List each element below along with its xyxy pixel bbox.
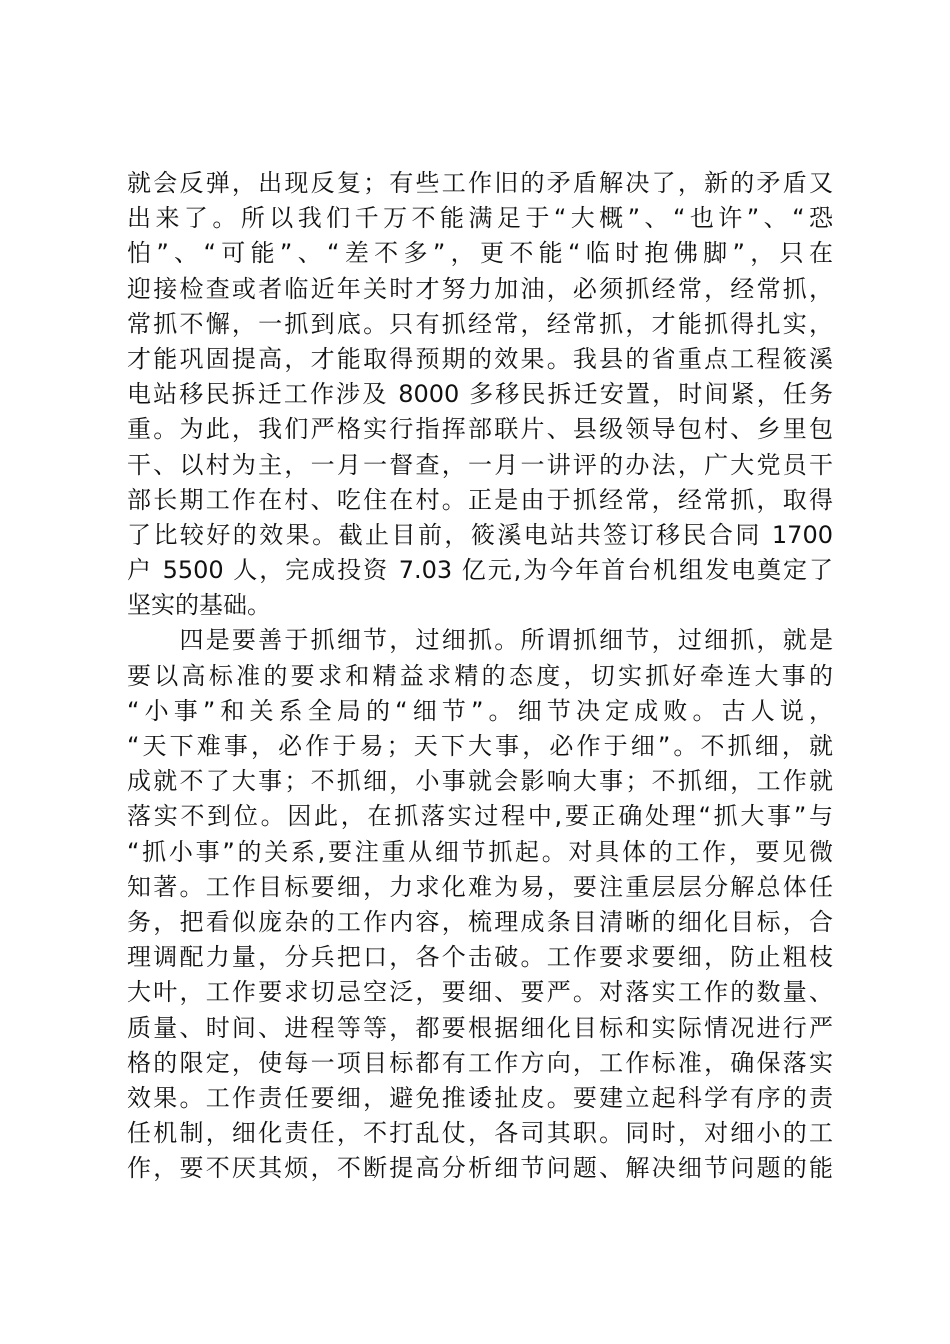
text-line: 怕”、“可能”、“差不多”，更不能“临时抱佛脚”，只在 (127, 239, 833, 268)
body-text (127, 166, 833, 1186)
text-line: 大叶，工作要求切忌空泛，要细、要严。对落实工作的数量、 (127, 978, 833, 1007)
text-line: 重。为此，我们严格实行指挥部联片、县级领导包村、乡里包 (127, 415, 833, 444)
text-line: 迎接检查或者临近年关时才努力加油，必须抓经常，经常抓， (127, 274, 833, 303)
text-line: 质量、时间、进程等等，都要根据细化目标和实际情况进行严 (127, 1013, 833, 1042)
paragraph-start-line: 四是要善于抓细节，过细抓。所谓抓细节，过细抓，就是 (127, 626, 833, 655)
text-line: 效果。工作责任要细，避免推诿扯皮。要建立起科学有序的责 (127, 1083, 833, 1112)
text-line: 干、以村为主，一月一督查，一月一讲评的办法，广大党员干 (127, 450, 833, 479)
text-line: 作，要不厌其烦，不断提高分析细节问题、解决细节问题的能 (127, 1154, 833, 1183)
text-line: 知著。工作目标要细，力求化难为易，要注重层层分解总体任 (127, 872, 833, 901)
text-line: 了比较好的效果。截止目前，筱溪电站共签订移民合同 1700 (127, 520, 833, 549)
text-line: 要以高标准的要求和精益求精的态度，切实抓好牵连大事的 (127, 661, 833, 690)
text-line: “小事”和关系全局的“细节”。细节决定成败。古人说， (127, 696, 833, 725)
text-line: 出来了。所以我们千万不能满足于“大概”、“也许”、“恐 (127, 204, 833, 233)
text-line: 落实不到位。因此，在抓落实过程中,要正确处理“抓大事”与 (127, 802, 833, 831)
text-line: 户 5500 人，完成投资 7.03 亿元,为今年首台机组发电奠定了 (127, 556, 833, 585)
text-line: 就会反弹，出现反复；有些工作旧的矛盾解决了，新的矛盾又 (127, 169, 833, 197)
text-line: 常抓不懈，一抓到底。只有抓经常，经常抓，才能抓得扎实， (127, 309, 833, 338)
text-line: 理调配力量，分兵把口，各个击破。工作要求要细，防止粗枝 (127, 943, 833, 972)
text-line: “天下难事，必作于易；天下大事，必作于细”。不抓细，就 (127, 732, 833, 760)
text-line: 部长期工作在村、吃住在村。正是由于抓经常，经常抓，取得 (127, 485, 833, 514)
text-line: “抓小事”的关系,要注重从细节抓起。对具体的工作，要见微 (127, 837, 833, 866)
text-line: 电站移民拆迁工作涉及 8000 多移民拆迁安置，时间紧，任务 (127, 380, 833, 409)
text-line: 务，把看似庞杂的工作内容，梳理成条目清晰的细化目标，合 (127, 907, 833, 936)
text-line: 才能巩固提高，才能取得预期的效果。我县的省重点工程筱溪 (127, 344, 833, 373)
paragraph-end-line: 坚实的基础。 (127, 591, 271, 620)
text-line: 成就不了大事；不抓细，小事就会影响大事；不抓细，工作就 (127, 767, 833, 796)
text-line: 格的限定，使每一项目标都有工作方向，工作标准，确保落实 (127, 1048, 833, 1077)
text-line: 任机制，细化责任，不打乱仗，各司其职。同时，对细小的工 (127, 1119, 833, 1148)
